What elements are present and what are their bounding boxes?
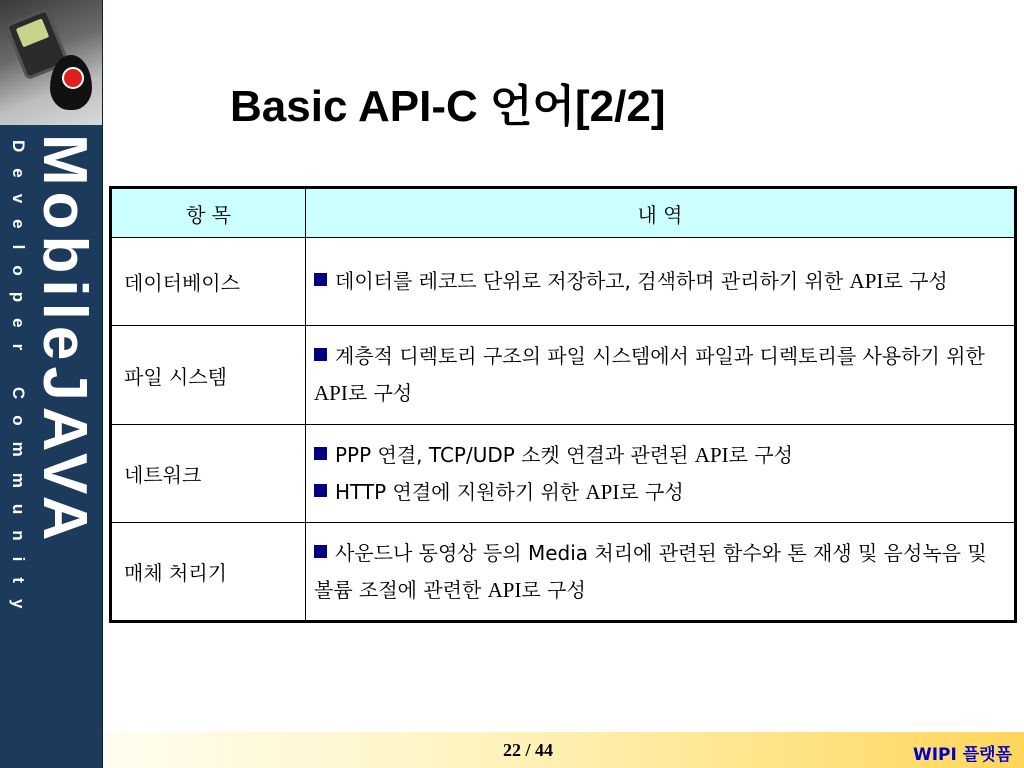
desc-suffix: 로 구성 (883, 269, 948, 293)
desc-api: API (849, 269, 884, 293)
banner-vertical-text (0, 130, 103, 730)
table-row (111, 523, 1016, 622)
row-item-label: 파일 시스템 (111, 326, 306, 425)
side-banner (0, 0, 103, 768)
description-line (314, 535, 1004, 609)
square-bullet-icon (314, 348, 327, 361)
desc-text: 계층적 디렉토리 구조의 파일 시스템에서 파일과 디렉토리를 사용하기 위한 (335, 344, 985, 368)
mobile-java-logo (0, 0, 103, 125)
table-row (111, 326, 1016, 425)
footer-brand: WIPI 플랫폼 (912, 745, 1012, 765)
table-row (111, 238, 1016, 326)
square-bullet-icon (314, 447, 327, 460)
square-bullet-icon (314, 545, 327, 558)
row-description (306, 238, 1016, 326)
desc-api: API (314, 381, 348, 405)
square-bullet-icon (314, 484, 327, 497)
row-description (306, 523, 1016, 622)
description-line (314, 263, 1004, 300)
desc-suffix: 로 구성 (521, 577, 586, 602)
row-item-label: 네트워크 (111, 425, 306, 523)
table-row (111, 425, 1016, 523)
desc-text: HTTP 연결에 지원하기 위한 (335, 479, 586, 504)
desc-suffix: 로 구성 (728, 442, 793, 467)
desc-suffix: 로 구성 (619, 479, 684, 504)
banner-logo-text: MobileJAVA (30, 134, 99, 547)
desc-text: 데이터를 레코드 단위로 저장하고, 검색하며 관리하기 위한 (335, 269, 850, 293)
header-item: 항 목 (111, 188, 306, 238)
desc-text: PPP 연결, TCP/UDP 소켓 연결과 관련된 (335, 442, 695, 467)
row-description (306, 425, 1016, 523)
desc-api: API (487, 577, 522, 602)
desc-text: 사운드나 동영상 등의 Media 처리에 관련된 함수와 톤 재생 및 음성녹음 및 볼륨 조절에 관련한 (314, 540, 987, 602)
description-line (314, 437, 1004, 474)
banner-sub-text: Developer Community (9, 140, 28, 625)
table-header-row (111, 188, 1016, 238)
row-item-label: 데이터베이스 (111, 238, 306, 326)
description-line (314, 474, 1004, 511)
page-number: 22 / 44 (503, 740, 554, 760)
desc-suffix: 로 구성 (347, 381, 413, 405)
slide-footer (103, 732, 1024, 768)
slide-title: Basic API-C 언어[2/2] (230, 82, 666, 131)
desc-api: API (694, 442, 729, 467)
header-desc: 내 역 (306, 188, 1016, 238)
duke-mascot-icon (50, 55, 92, 110)
square-bullet-icon (314, 273, 327, 286)
description-line (314, 338, 1004, 412)
api-table (109, 186, 1017, 623)
row-item-label: 매체 처리기 (111, 523, 306, 622)
row-description (306, 326, 1016, 425)
desc-api: API (585, 479, 620, 504)
